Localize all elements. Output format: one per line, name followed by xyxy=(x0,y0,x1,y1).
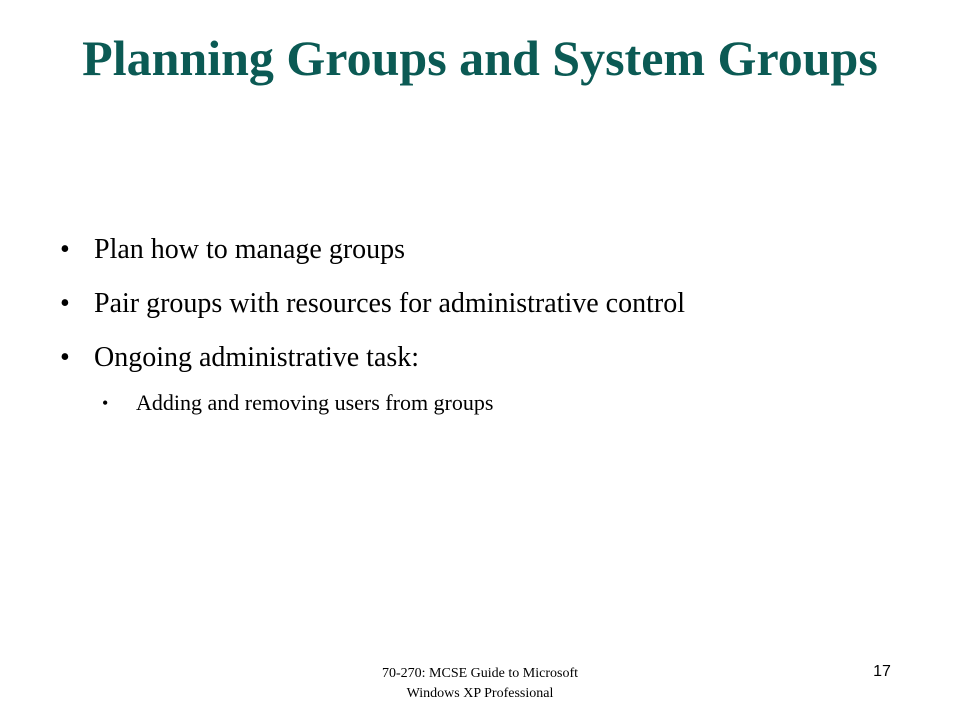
bullet-text: Pair groups with resources for administrative control xyxy=(94,288,685,319)
sub-bullet-item xyxy=(102,388,920,418)
sub-bullet-glyph: • xyxy=(102,393,109,413)
footer-line-1: 70-270: MCSE Guide to Microsoft xyxy=(382,666,578,681)
slide-title: Planning Groups and System Groups xyxy=(82,30,878,86)
bullet-item xyxy=(60,286,920,322)
bullet-glyph: • xyxy=(60,342,70,373)
sub-bullet-container xyxy=(60,388,920,418)
sub-bullet-text: Adding and removing users from groups xyxy=(136,390,494,415)
footer-course-title xyxy=(300,664,660,704)
footer-line-2: Windows XP Professional xyxy=(406,686,554,701)
bullet-glyph: • xyxy=(60,288,70,319)
bullet-item xyxy=(60,340,920,376)
bullet-text: Plan how to manage groups xyxy=(94,234,406,265)
bullet-item xyxy=(60,232,920,268)
bullet-text: Ongoing administrative task: xyxy=(94,342,420,373)
sub-bullet-list xyxy=(60,388,920,418)
bullet-list xyxy=(60,232,920,418)
page-number: 17 xyxy=(873,663,891,680)
bullet-glyph: • xyxy=(60,234,70,265)
